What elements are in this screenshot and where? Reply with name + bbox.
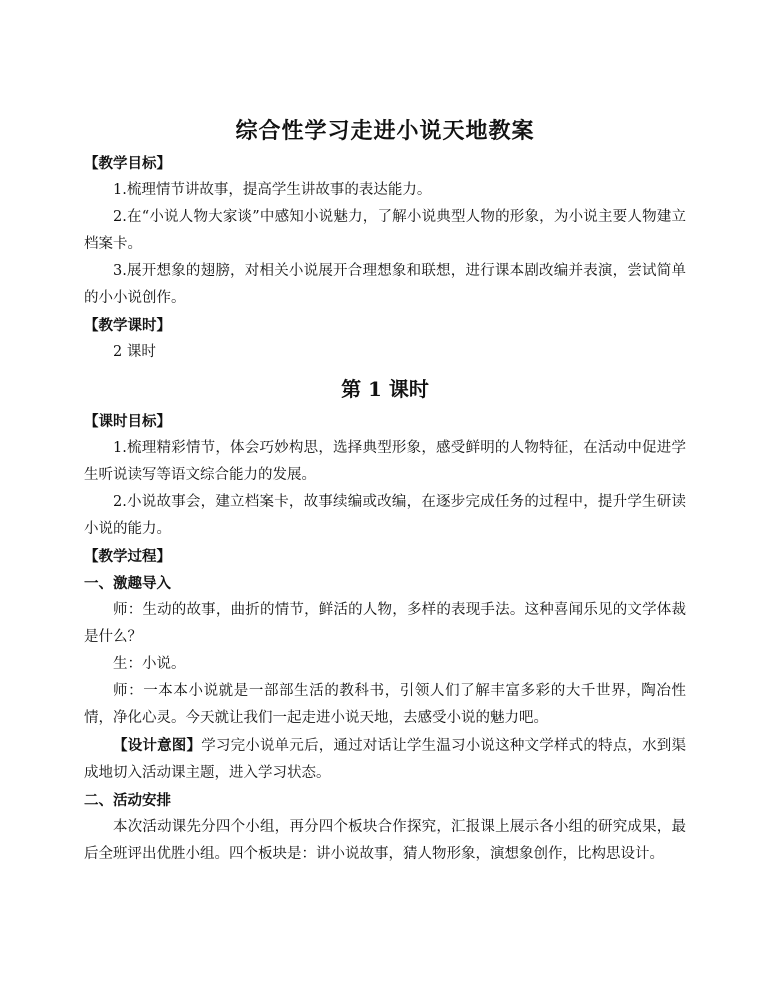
section-heading: 【课时目标】: [84, 413, 171, 430]
activity-paragraph: 本次活动课先分四个小组，再分四个板块合作探究，汇报课上展示各小组的研究成果，最后全班评出优胜小组。四个板块是：讲小说故事，猜人物形象，演想象创作，比构思设计。: [84, 819, 686, 862]
part-heading: 二、活动安排: [84, 792, 171, 809]
goal-item: 1.梳理情节讲故事，提高学生讲故事的表达能力。: [113, 182, 432, 198]
hours-value: 2 课时: [113, 344, 156, 360]
design-intent-text: 学习完小说单元后，通过对话让学生温习小说这种文学样式的特点，水到渠成地切入活动课主题，进入学习状态。: [84, 738, 687, 781]
goal-item: 3.展开想象的翅膀，对相关小说展开合理想象和联想，进行课本剧改编并表演，尝试简单的小小说创作。: [84, 263, 686, 306]
section-heading: 【教学课时】: [84, 317, 171, 334]
design-intent-label: 【设计意图】: [113, 737, 202, 754]
section-teaching-goals: [84, 150, 686, 366]
dialogue-paragraph: 生：小说。: [113, 656, 186, 672]
section-heading: 【教学过程】: [84, 548, 171, 565]
goal-item: 2.在“小说人物大家谈”中感知小说魅力，了解小说典型人物的形象，为小说主要人物建立档案卡。: [84, 209, 686, 252]
lesson-goal-item: 2.小说故事会，建立档案卡，故事续编或改编，在逐步完成任务的过程中，提升学生研读小说的能力。: [84, 494, 686, 537]
lesson-title: 第 1 课时: [341, 377, 429, 401]
section-heading: 【教学目标】: [84, 155, 171, 172]
design-intent-paragraph: [84, 732, 686, 787]
document-title: 综合性学习走进小说天地教案: [235, 118, 535, 144]
section-lesson-goals: [84, 408, 686, 868]
dialogue-paragraph: 师：生动的故事，曲折的情节，鲜活的人物，多样的表现手法。这种喜闻乐见的文学体裁是什么？: [84, 602, 686, 645]
part-heading: 一、激趣导入: [84, 575, 171, 592]
lesson-goal-item: 1.梳理精彩情节，体会巧妙构思，选择典型形象，感受鲜明的人物特征，在活动中促进学生听说读写等语文综合能力的发展。: [84, 440, 686, 483]
dialogue-paragraph: 师：一本本小说就是一部部生活的教科书，引领人们了解丰富多彩的大千世界，陶冶性情，净化心灵。今天就让我们一起走进小说天地，去感受小说的魅力吧。: [84, 683, 686, 726]
